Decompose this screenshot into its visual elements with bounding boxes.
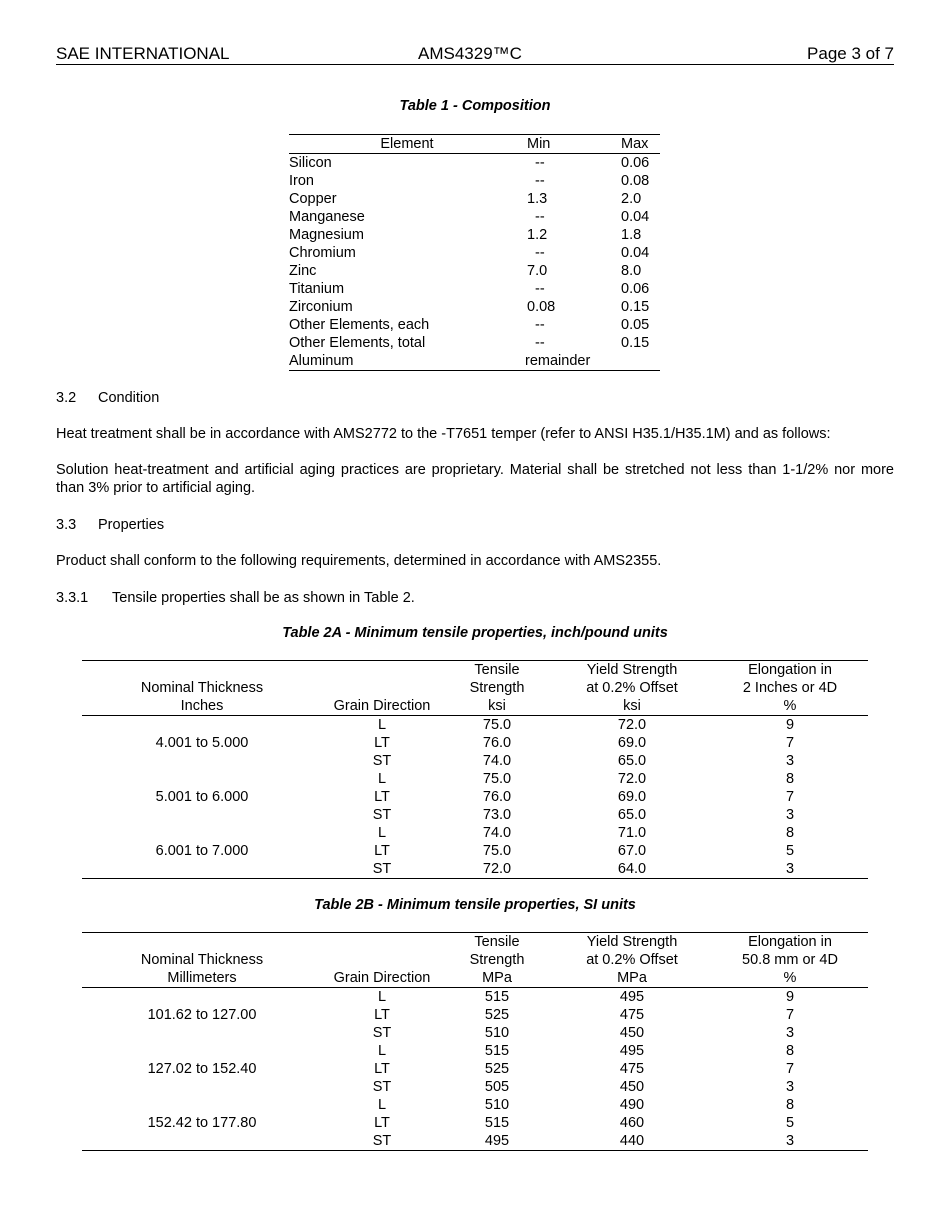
- thickness-cell: [82, 770, 322, 788]
- thickness-cell: [82, 1132, 322, 1151]
- grain-direction: LT: [374, 1115, 390, 1131]
- element-name: Silicon: [289, 155, 332, 171]
- section-number: 3.3: [56, 517, 77, 533]
- column-header-elongation: 2 Inches or 4D: [742, 680, 838, 696]
- section-number: 3.2: [56, 390, 77, 406]
- yield-strength: 69.0: [617, 735, 647, 751]
- thickness-cell: [82, 988, 322, 1007]
- min-value: --: [535, 155, 545, 171]
- max-value: 0.15: [621, 299, 650, 315]
- elongation: 3: [785, 1133, 795, 1149]
- elongation: 9: [785, 989, 795, 1005]
- min-value: --: [535, 281, 545, 297]
- tensile-strength: 510: [484, 1097, 510, 1113]
- tensile-strength: 515: [484, 1043, 510, 1059]
- thickness-cell: [82, 1078, 322, 1096]
- tensile-strength: 515: [484, 1115, 510, 1131]
- condition-paragraph-2: Solution heat-treatment and artificial aging practices are proprietary. Material shall be stretched not less than 1-1/2% nor more than 3% prior to artificial aging.: [56, 462, 894, 496]
- table-header-row: [82, 679, 868, 697]
- thickness-cell: [82, 1042, 322, 1060]
- column-header-max: Max: [621, 135, 660, 154]
- min-value: 1.3: [527, 191, 548, 207]
- max-value: 2.0: [621, 191, 642, 207]
- element-name: Other Elements, each: [289, 317, 430, 333]
- elongation: 8: [785, 1043, 795, 1059]
- column-header-thickness: Nominal Thickness: [140, 680, 264, 696]
- tensile-strength: 525: [484, 1061, 510, 1077]
- yield-strength: 72.0: [617, 771, 647, 787]
- column-header-yield: at 0.2% Offset: [586, 952, 678, 968]
- grain-direction: ST: [372, 807, 392, 823]
- grain-direction: ST: [372, 1133, 392, 1149]
- table-row: [289, 352, 660, 371]
- max-value: 0.06: [621, 155, 650, 171]
- tensile-strength: 75.0: [482, 843, 512, 859]
- elongation: 8: [785, 825, 795, 841]
- tensile-strength: 525: [484, 1007, 510, 1023]
- table-header-row: [82, 933, 868, 952]
- properties-paragraph: Product shall conform to the following requirements, determined in accordance with AMS2355.: [56, 553, 662, 569]
- element-name: Zinc: [289, 263, 317, 279]
- yield-strength: 71.0: [617, 825, 647, 841]
- table-row: [82, 1024, 868, 1042]
- min-value: 1.2: [527, 227, 548, 243]
- composition-table: [289, 134, 660, 371]
- element-name: Zirconium: [289, 299, 353, 315]
- section-3-3-heading: [56, 516, 894, 534]
- column-header-yield: Yield Strength: [586, 934, 678, 950]
- table1-caption: Table 1 - Composition: [399, 98, 551, 114]
- thickness-cell: [82, 752, 322, 770]
- yield-strength: 460: [619, 1115, 645, 1131]
- tensile-table-inch: [82, 660, 868, 879]
- tensile-strength: 495: [484, 1133, 510, 1149]
- yield-strength: 450: [619, 1025, 645, 1041]
- table-row: [82, 842, 868, 860]
- tensile-strength: 76.0: [482, 735, 512, 751]
- header-document-id: AMS4329™C: [418, 44, 522, 63]
- table-row: [82, 716, 868, 735]
- grain-direction: L: [377, 1097, 387, 1113]
- table-row: [82, 788, 868, 806]
- section-title: Condition: [98, 390, 160, 406]
- elongation: 7: [785, 789, 795, 805]
- header-page-number: Page 3 of 7: [807, 44, 894, 63]
- grain-direction: L: [377, 825, 387, 841]
- condition-paragraph-1: Heat treatment shall be in accordance with AMS2772 to the -T7651 temper (refer to ANSI H35.1/H35.1M) and as follows:: [56, 426, 831, 442]
- tensile-strength: 76.0: [482, 789, 512, 805]
- table-row: [82, 1042, 868, 1060]
- min-value: --: [535, 335, 545, 351]
- table-row: [289, 208, 660, 226]
- table-row: [82, 988, 868, 1007]
- column-header-elongation-unit: %: [712, 969, 868, 988]
- column-header-thickness: Nominal Thickness: [140, 952, 264, 968]
- element-name: Manganese: [289, 209, 365, 225]
- table-row: [289, 190, 660, 208]
- min-value: --: [535, 173, 545, 189]
- min-value: 7.0: [527, 263, 548, 279]
- column-header-thickness-unit: Inches: [82, 697, 322, 716]
- table-row: [289, 154, 660, 173]
- max-value: 0.15: [621, 335, 650, 351]
- grain-direction: ST: [372, 1079, 392, 1095]
- yield-strength: 69.0: [617, 789, 647, 805]
- max-value: 0.04: [621, 245, 650, 261]
- thickness-cell: [82, 1096, 322, 1114]
- table-row: [82, 734, 868, 752]
- min-value: remainder: [525, 353, 591, 369]
- grain-direction: ST: [372, 1025, 392, 1041]
- tensile-strength: 74.0: [482, 753, 512, 769]
- tensile-strength: 75.0: [482, 717, 512, 733]
- header-organization: SAE INTERNATIONAL: [56, 44, 230, 63]
- tensile-strength: 75.0: [482, 771, 512, 787]
- column-header-element: Element: [289, 135, 525, 154]
- column-header-elongation-unit: %: [712, 697, 868, 716]
- column-header-yield-unit: MPa: [552, 969, 712, 988]
- grain-direction: LT: [374, 1061, 390, 1077]
- yield-strength: 65.0: [617, 807, 647, 823]
- tensile-strength: 505: [484, 1079, 510, 1095]
- elongation: 5: [785, 1115, 795, 1131]
- table-row: [82, 1096, 868, 1114]
- element-name: Titanium: [289, 281, 345, 297]
- table-row: [289, 262, 660, 280]
- table-row: [289, 172, 660, 190]
- table-row: [82, 1114, 868, 1132]
- column-header-min: Min: [525, 135, 621, 154]
- table-row: [289, 298, 660, 316]
- thickness-range: 5.001 to 6.000: [155, 789, 249, 805]
- column-header-tensile: Strength: [469, 952, 525, 968]
- element-name: Other Elements, total: [289, 335, 426, 351]
- yield-strength: 490: [619, 1097, 645, 1113]
- column-header-tensile: Tensile: [474, 662, 520, 678]
- table-row: [82, 806, 868, 824]
- grain-direction: L: [377, 989, 387, 1005]
- table-row: [289, 316, 660, 334]
- element-name: Copper: [289, 191, 337, 207]
- table-row: [82, 1060, 868, 1078]
- table-header-row: [82, 969, 868, 988]
- column-header-tensile-unit: MPa: [442, 969, 552, 988]
- tensile-table-si: [82, 932, 868, 1151]
- max-value: 8.0: [621, 263, 642, 279]
- yield-strength: 475: [619, 1061, 645, 1077]
- grain-direction: L: [377, 717, 387, 733]
- grain-direction: ST: [372, 753, 392, 769]
- table-header-row: [289, 135, 660, 154]
- column-header-grain: Grain Direction: [322, 969, 442, 988]
- thickness-cell: [82, 860, 322, 879]
- max-value: [621, 352, 660, 371]
- column-header-elongation: 50.8 mm or 4D: [742, 952, 838, 968]
- yield-strength: 450: [619, 1079, 645, 1095]
- grain-direction: ST: [372, 861, 392, 877]
- section-3-2-heading: [56, 389, 894, 407]
- table-row: [82, 1006, 868, 1024]
- table-row: [82, 1078, 868, 1096]
- table-row: [82, 860, 868, 879]
- table-row: [82, 824, 868, 842]
- tensile-strength: 515: [484, 989, 510, 1005]
- element-name: Magnesium: [289, 227, 364, 243]
- table-header-row: [82, 951, 868, 969]
- grain-direction: LT: [374, 843, 390, 859]
- yield-strength: 495: [619, 989, 645, 1005]
- thickness-cell: [82, 1024, 322, 1042]
- thickness-range: 6.001 to 7.000: [155, 843, 249, 859]
- column-header-tensile: Tensile: [474, 934, 520, 950]
- thickness-range: 101.62 to 127.00: [147, 1007, 257, 1023]
- grain-direction: L: [377, 771, 387, 787]
- section-3-3-1: [56, 589, 894, 607]
- elongation: 3: [785, 1025, 795, 1041]
- table-row: [289, 244, 660, 262]
- column-header-elongation: Elongation in: [748, 934, 832, 950]
- element-name: Aluminum: [289, 353, 354, 369]
- element-name: Chromium: [289, 245, 356, 261]
- elongation: 3: [785, 753, 795, 769]
- yield-strength: 72.0: [617, 717, 647, 733]
- max-value: 0.05: [621, 317, 650, 333]
- column-header-yield: at 0.2% Offset: [586, 680, 678, 696]
- yield-strength: 67.0: [617, 843, 647, 859]
- thickness-range: 127.02 to 152.40: [147, 1061, 257, 1077]
- element-name: Iron: [289, 173, 314, 189]
- table-row: [82, 770, 868, 788]
- yield-strength: 64.0: [617, 861, 647, 877]
- column-header-elongation: Elongation in: [748, 662, 832, 678]
- max-value: 0.06: [621, 281, 650, 297]
- column-header-grain: Grain Direction: [322, 697, 442, 716]
- grain-direction: LT: [374, 789, 390, 805]
- table-row: [289, 280, 660, 298]
- min-value: --: [535, 317, 545, 333]
- tensile-strength: 74.0: [482, 825, 512, 841]
- tensile-strength: 72.0: [482, 861, 512, 877]
- grain-direction: LT: [374, 1007, 390, 1023]
- elongation: 3: [785, 861, 795, 877]
- thickness-range: 152.42 to 177.80: [147, 1115, 257, 1131]
- grain-direction: LT: [374, 735, 390, 751]
- table2a-caption: Table 2A - Minimum tensile properties, inch/pound units: [282, 625, 668, 641]
- table-row: [289, 226, 660, 244]
- max-value: 0.04: [621, 209, 650, 225]
- column-header-thickness-unit: Millimeters: [82, 969, 322, 988]
- elongation: 7: [785, 1061, 795, 1077]
- tensile-strength: 73.0: [482, 807, 512, 823]
- elongation: 3: [785, 807, 795, 823]
- max-value: 1.8: [621, 227, 642, 243]
- min-value: 0.08: [527, 299, 556, 315]
- elongation: 7: [785, 735, 795, 751]
- elongation: 8: [785, 771, 795, 787]
- max-value: 0.08: [621, 173, 650, 189]
- table-header-row: [82, 697, 868, 716]
- elongation: 7: [785, 1007, 795, 1023]
- column-header-yield: Yield Strength: [586, 662, 678, 678]
- table2b-caption: Table 2B - Minimum tensile properties, SI units: [314, 897, 636, 913]
- yield-strength: 440: [619, 1133, 645, 1149]
- section-number: 3.3.1: [56, 590, 89, 606]
- table-row: [289, 334, 660, 352]
- yield-strength: 65.0: [617, 753, 647, 769]
- yield-strength: 495: [619, 1043, 645, 1059]
- column-header-yield-unit: ksi: [552, 697, 712, 716]
- yield-strength: 475: [619, 1007, 645, 1023]
- table-row: [82, 752, 868, 770]
- section-title: Properties: [98, 517, 165, 533]
- elongation: 3: [785, 1079, 795, 1095]
- elongation: 5: [785, 843, 795, 859]
- min-value: --: [535, 209, 545, 225]
- elongation: 8: [785, 1097, 795, 1113]
- thickness-range: 4.001 to 5.000: [155, 735, 249, 751]
- page-header: [56, 44, 894, 65]
- elongation: 9: [785, 717, 795, 733]
- thickness-cell: [82, 716, 322, 735]
- min-value: --: [535, 245, 545, 261]
- table-header-row: [82, 661, 868, 680]
- grain-direction: L: [377, 1043, 387, 1059]
- thickness-cell: [82, 824, 322, 842]
- table-row: [82, 1132, 868, 1151]
- column-header-tensile-unit: ksi: [442, 697, 552, 716]
- tensile-strength: 510: [484, 1025, 510, 1041]
- section-text: Tensile properties shall be as shown in Table 2.: [112, 590, 415, 606]
- column-header-tensile: Strength: [469, 680, 525, 696]
- thickness-cell: [82, 806, 322, 824]
